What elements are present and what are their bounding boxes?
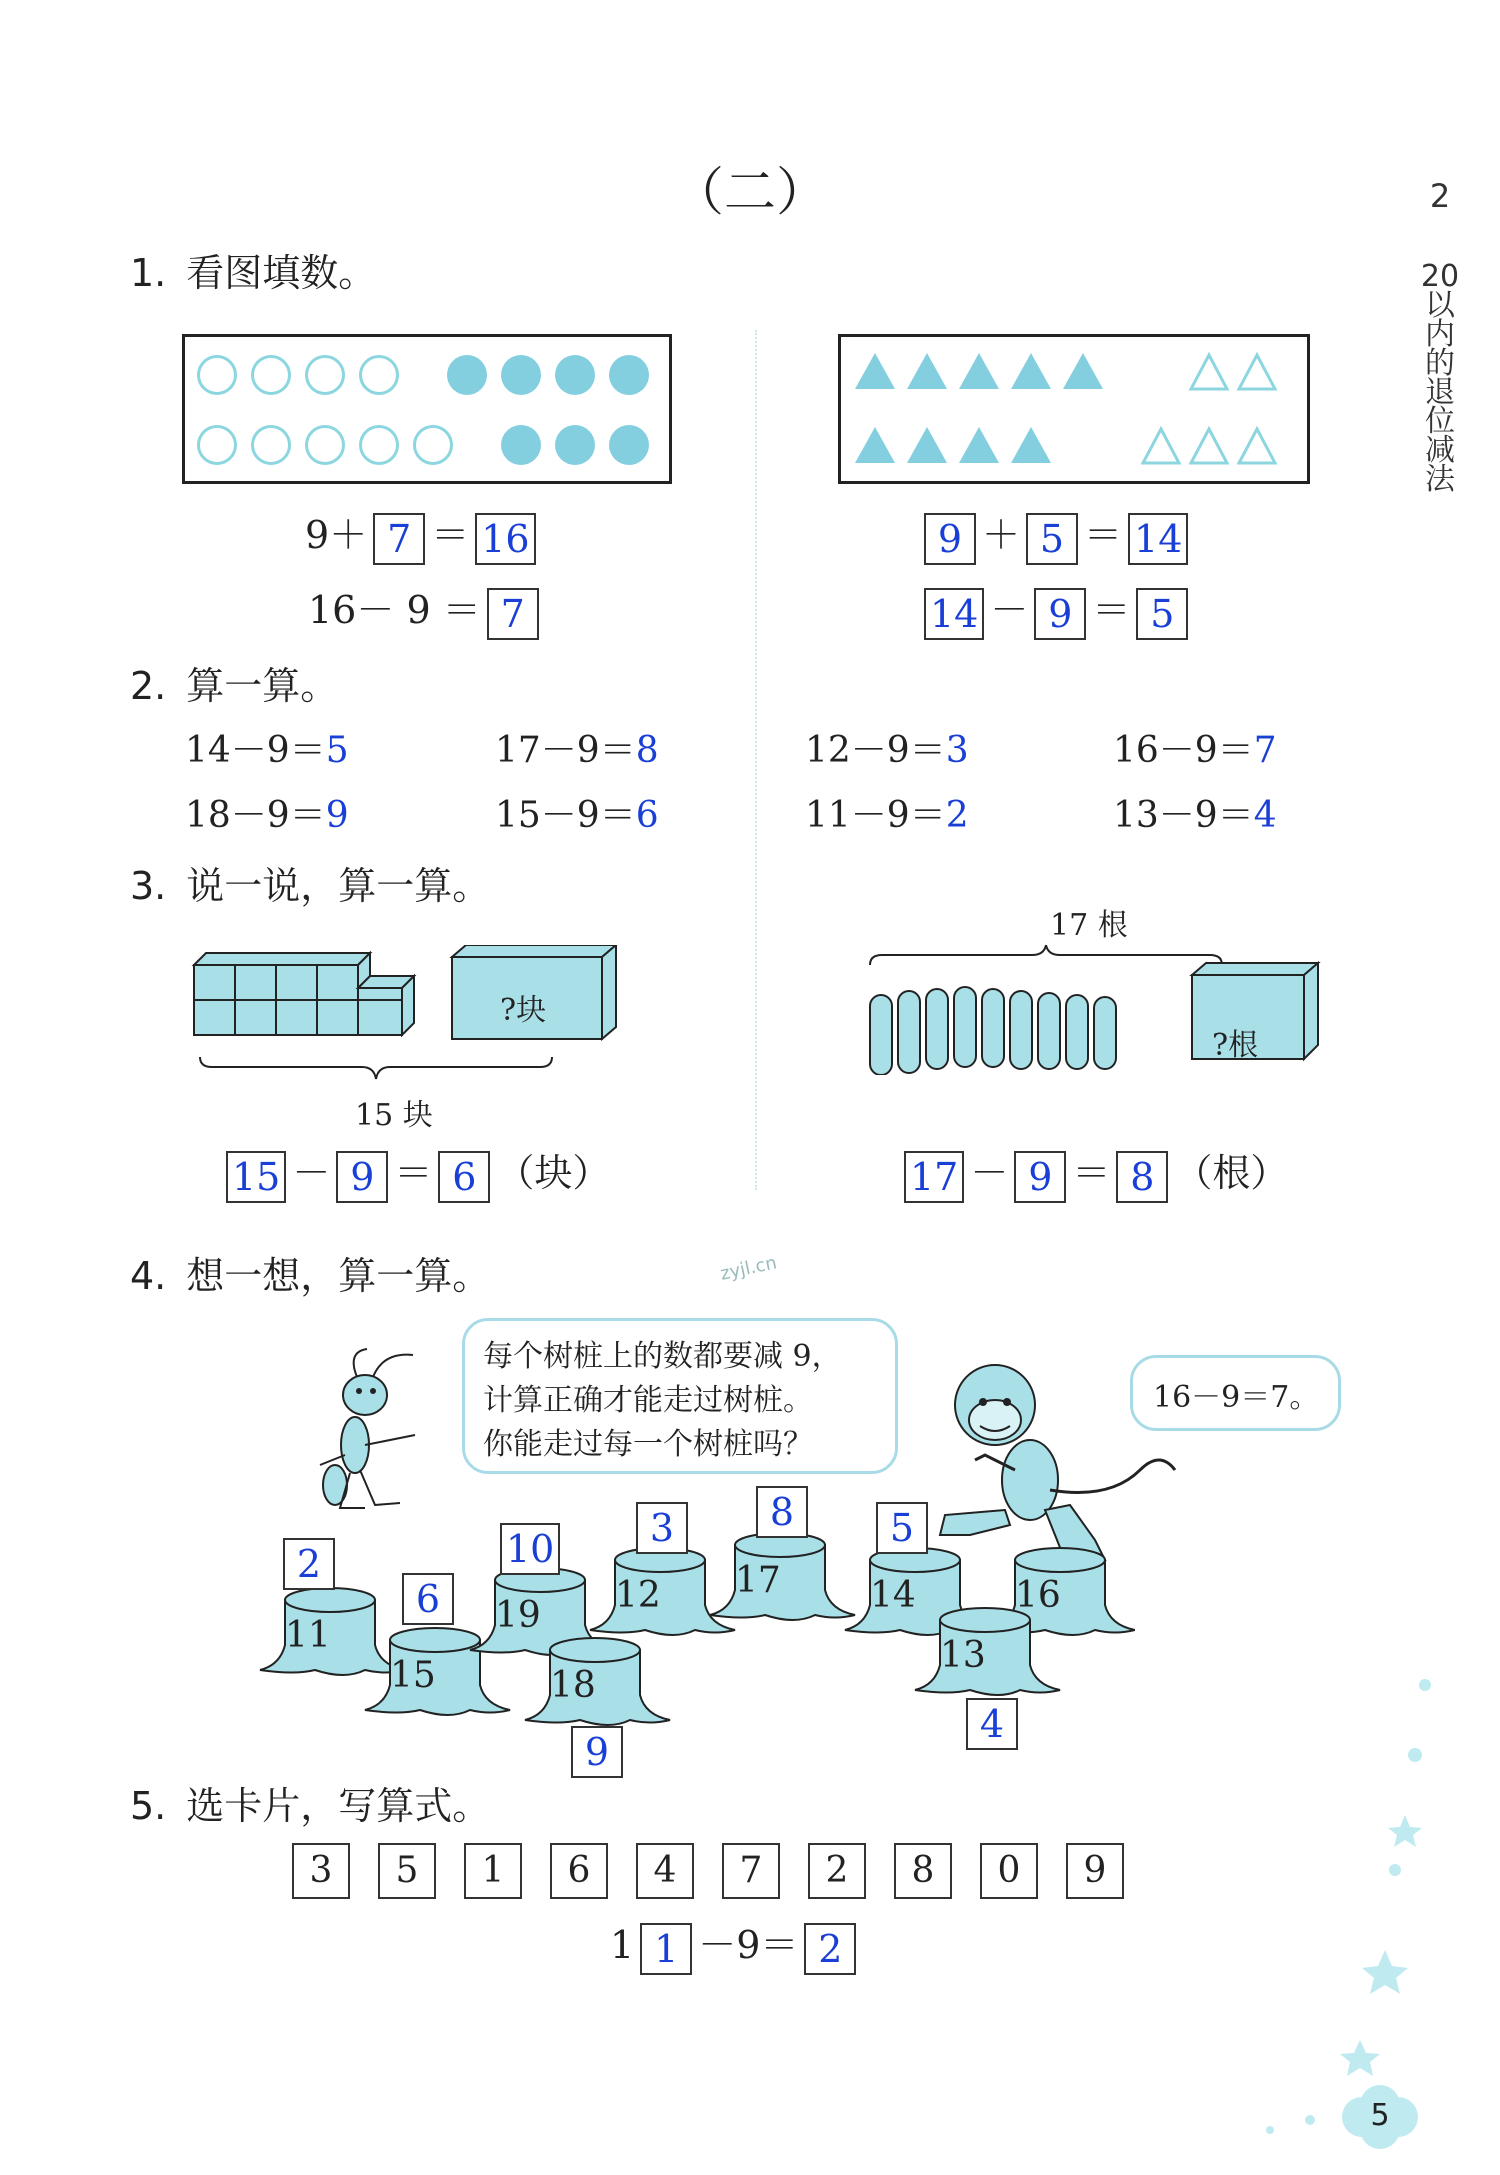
number-card[interactable]: 7	[722, 1843, 780, 1899]
stump-value: 18	[550, 1665, 596, 1706]
calc-item	[805, 722, 969, 773]
calc-answer: 7	[1253, 730, 1277, 771]
question-number: 5.	[130, 1784, 167, 1828]
number-card[interactable]: 1	[464, 1843, 522, 1899]
stump-answer	[750, 1478, 814, 1538]
stump-value: 14	[870, 1575, 916, 1616]
q3-right-equation	[898, 1143, 1288, 1203]
unknown-blocks-label: ?块	[500, 993, 547, 1028]
calc-item	[1113, 722, 1277, 773]
filled-circle	[501, 355, 541, 395]
equals-sign: ＝	[1072, 1151, 1111, 1195]
number-card[interactable]: 8	[894, 1843, 952, 1899]
stump-value: 16	[1015, 1575, 1061, 1616]
calc-item	[185, 722, 349, 773]
operand: 9	[305, 513, 330, 557]
answer-box[interactable]: 9	[1014, 1151, 1066, 1203]
ant-icon	[295, 1345, 435, 1515]
calc-answer: 5	[325, 730, 349, 771]
page-number: 5	[1370, 2098, 1390, 2133]
unit-label: （块）	[496, 1151, 611, 1195]
calc-expression: 14－9＝	[185, 730, 326, 771]
calc-item	[185, 787, 349, 838]
answer-box[interactable]: 4	[966, 1698, 1018, 1750]
calc-answer: 4	[1253, 795, 1277, 836]
calc-item	[1113, 787, 1277, 838]
answer-box[interactable]: 5	[876, 1502, 928, 1554]
question-number: 1.	[130, 251, 167, 295]
bubble-line: 计算正确才能走过树桩。	[483, 1383, 813, 1418]
answer-box[interactable]: 8	[756, 1486, 808, 1538]
hollow-circle	[413, 425, 453, 465]
filled-circle	[447, 355, 487, 395]
stump-value: 17	[735, 1560, 781, 1601]
stump-value: 19	[495, 1595, 541, 1636]
calc-answer: 8	[635, 730, 659, 771]
side-title-char: 法	[1425, 462, 1455, 497]
unknown-sticks-label: ?根	[1212, 1028, 1259, 1063]
hollow-circle	[251, 425, 291, 465]
circles-panel	[182, 334, 672, 484]
calc-expression: 16－9＝	[1113, 730, 1254, 771]
equals-sign: ＝	[1084, 513, 1123, 557]
answer-box[interactable]: 14	[924, 588, 984, 640]
stump-value: 12	[615, 1575, 661, 1616]
calc-expression: 17－9＝	[495, 730, 636, 771]
stump-answer	[870, 1494, 934, 1554]
q1-left-equation-1	[305, 505, 542, 565]
answer-box[interactable]: 2	[283, 1538, 335, 1590]
number-card[interactable]: 5	[378, 1843, 436, 1899]
triangles-panel	[838, 334, 1310, 484]
operator: ＋	[329, 513, 368, 557]
side-title-char: 减	[1425, 433, 1455, 468]
q1-right-equation-2	[918, 580, 1194, 640]
hollow-circle	[305, 425, 345, 465]
sticks-total-label: 17 根	[1050, 908, 1128, 943]
equals-sign: ＝	[442, 588, 481, 632]
side-title-char: 的	[1425, 346, 1455, 381]
side-title-char: 以	[1425, 288, 1455, 323]
triangles-graphic	[841, 337, 1307, 481]
number-cards	[278, 1837, 1138, 1899]
stump-answer	[277, 1530, 341, 1590]
answer-box[interactable]: 17	[904, 1151, 964, 1203]
stump-answer	[630, 1494, 694, 1554]
calc-answer: 6	[635, 795, 659, 836]
answer-box[interactable]: 7	[487, 588, 539, 640]
operand: 1	[610, 1923, 635, 1967]
question-title: 选卡片，写算式。	[186, 1784, 491, 1828]
filled-circle	[609, 425, 649, 465]
answer-box[interactable]: 5	[1136, 588, 1188, 640]
number-card[interactable]: 4	[636, 1843, 694, 1899]
bubble-line: 你能走过每一个树桩吗？	[483, 1427, 813, 1462]
question-5-heading	[130, 1775, 490, 1830]
side-title-char: 内	[1425, 317, 1455, 352]
calc-item	[495, 787, 659, 838]
number-card[interactable]: 0	[980, 1843, 1038, 1899]
operator: －	[970, 1151, 1009, 1195]
stump-value: 15	[390, 1655, 436, 1696]
equals-sign: ＝	[1092, 588, 1131, 632]
equals-sign: ＝	[431, 513, 470, 557]
operator: －	[292, 1151, 331, 1195]
ant-speech-bubble	[462, 1318, 898, 1474]
chapter-number: 2	[1429, 177, 1451, 215]
calc-expression: 12－9＝	[805, 730, 946, 771]
calc-expression: 15－9＝	[495, 795, 636, 836]
answer-box[interactable]: 9	[571, 1726, 623, 1778]
operator: －9＝	[698, 1923, 799, 1967]
filled-circle	[555, 355, 595, 395]
question-title: 说一说，算一算。	[186, 864, 491, 908]
operator: ＋	[982, 513, 1021, 557]
answer-box[interactable]: 6	[402, 1573, 454, 1625]
question-2-heading	[130, 655, 338, 710]
answer-box[interactable]: 16	[475, 513, 535, 565]
question-4-heading	[130, 1245, 490, 1300]
answer-box[interactable]: 3	[636, 1502, 688, 1554]
stump-answer	[396, 1565, 460, 1625]
calc-item	[805, 787, 969, 838]
answer-box[interactable]: 9	[924, 513, 976, 565]
side-title-char: 位	[1425, 404, 1455, 439]
q5-equation	[610, 1915, 862, 1975]
hollow-circle	[305, 355, 345, 395]
q3-left-equation	[220, 1143, 610, 1203]
number-card[interactable]: 3	[292, 1843, 350, 1899]
question-title: 算一算。	[186, 664, 339, 708]
answer-box[interactable]: 2	[804, 1923, 856, 1975]
question-title: 看图填数。	[186, 251, 377, 295]
hollow-circle	[197, 355, 237, 395]
answer-box[interactable]: 9	[336, 1151, 388, 1203]
bubble-line: 每个树桩上的数都要减 9，	[483, 1339, 842, 1374]
hollow-circle	[359, 425, 399, 465]
stump-answer	[960, 1690, 1024, 1750]
answer-box[interactable]: 7	[373, 513, 425, 565]
calc-expression: 18－9＝	[185, 795, 326, 836]
side-title-char: 20	[1420, 259, 1460, 294]
calc-expression: 11－9＝	[805, 795, 946, 836]
question-3-heading	[130, 855, 490, 910]
number-card[interactable]: 9	[1066, 1843, 1124, 1899]
answer-box[interactable]: 6	[438, 1151, 490, 1203]
number-card[interactable]: 2	[808, 1843, 866, 1899]
filled-circle	[555, 425, 595, 465]
answer-box[interactable]: 15	[226, 1151, 286, 1203]
chapter-side-tab	[1415, 177, 1465, 497]
hollow-circle	[251, 355, 291, 395]
stump-value: 11	[285, 1615, 331, 1656]
hollow-circle	[359, 355, 399, 395]
question-number: 2.	[130, 664, 167, 708]
hollow-circle	[197, 425, 237, 465]
stump-answer	[565, 1718, 629, 1778]
unit-label: （根）	[1174, 1151, 1289, 1195]
filled-circle	[609, 355, 649, 395]
calc-expression: 13－9＝	[1113, 795, 1254, 836]
operator: －	[990, 588, 1029, 632]
answer-box[interactable]: 5	[1026, 513, 1078, 565]
number-card[interactable]: 6	[550, 1843, 608, 1899]
q1-left-equation-2	[308, 580, 545, 640]
section-title: （二）	[671, 163, 828, 223]
answer-box[interactable]: 10	[500, 1523, 560, 1575]
answer-box[interactable]: 14	[1128, 513, 1188, 565]
equals-sign: ＝	[394, 1151, 433, 1195]
stump-value: 13	[940, 1635, 986, 1676]
question-number: 4.	[130, 1254, 167, 1298]
column-divider	[755, 330, 757, 1190]
operator: －	[356, 588, 395, 632]
answer-box[interactable]: 9	[1034, 588, 1086, 640]
calc-item	[495, 722, 659, 773]
answer-box[interactable]: 8	[1116, 1151, 1168, 1203]
bubble-text: 16－9＝7。	[1153, 1380, 1320, 1415]
stump-answer	[494, 1515, 566, 1575]
question-title: 想一想，算一算。	[186, 1254, 491, 1298]
calc-answer: 2	[945, 795, 969, 836]
q1-right-equation-1	[918, 505, 1194, 565]
side-title-char: 退	[1425, 375, 1455, 410]
calc-answer: 3	[945, 730, 969, 771]
filled-circle	[501, 425, 541, 465]
watermark: zyjl.cn	[718, 1252, 779, 1285]
question-number: 3.	[130, 864, 167, 908]
blocks-total-label: 15 块	[355, 1098, 433, 1133]
calc-answer: 9	[325, 795, 349, 836]
operand: 16	[308, 588, 357, 632]
question-1-heading	[130, 242, 376, 297]
answer-box[interactable]: 1	[640, 1923, 692, 1975]
operand: 9	[406, 588, 431, 632]
